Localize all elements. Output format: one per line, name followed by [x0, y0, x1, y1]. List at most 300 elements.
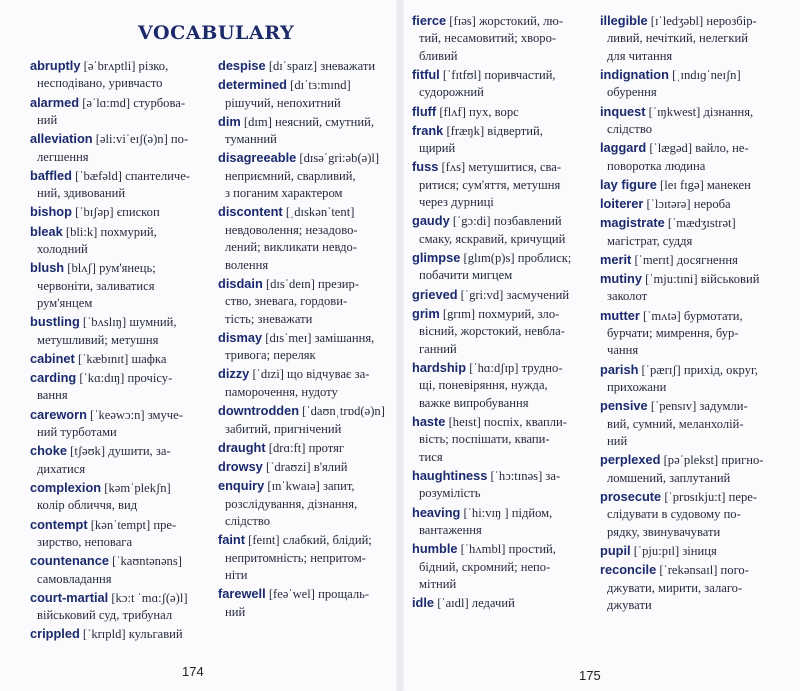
entry-continuation: волення	[225, 257, 269, 272]
vocab-entry	[30, 625, 210, 643]
entry-definition: [ˈrekənsaɪl] пого-	[656, 563, 749, 578]
entry-continuation: ство, зневага, гордови-	[225, 294, 348, 309]
entry-definition: [ˈmerɪt] досягнення	[631, 252, 738, 267]
headword: alleviation	[30, 131, 93, 147]
vocab-entry	[218, 203, 392, 274]
vocab-entry	[412, 359, 592, 412]
entry-first-line	[600, 195, 792, 213]
entry-continuation: слідство	[225, 513, 271, 528]
vocab-entry	[600, 488, 792, 541]
entry-definition: [ˈbæfəld] спантеличе-	[71, 168, 191, 183]
headword: prosecute	[600, 488, 662, 504]
entry-definition: [kəmˈplekʃn]	[101, 480, 171, 495]
entry-continuation: для читання	[607, 48, 673, 63]
entry-first-line	[30, 167, 210, 185]
entry-first-line	[30, 94, 210, 112]
entry-first-line	[412, 594, 592, 612]
entry-continuation: магістрат, суддя	[607, 233, 693, 248]
entry-continuation: обурення	[607, 85, 657, 100]
entry-definition: [ˈgɔ:di] позбавлений	[449, 214, 562, 229]
headword: perplexed	[600, 452, 661, 468]
headword: pensive	[600, 398, 648, 414]
headword: inquest	[600, 103, 646, 119]
entry-continuation: колір обличчя, вид	[37, 498, 138, 513]
headword: glimpse	[412, 250, 461, 266]
entry-first-line	[30, 625, 210, 643]
entry-continuation: вання	[37, 388, 68, 403]
entry-continuation: з поганим характером	[225, 186, 343, 201]
entry-first-line	[218, 113, 392, 131]
entry-definition: [ˈɪŋkwest] дізнання,	[645, 104, 754, 119]
entry-continuation: вантаження	[419, 522, 482, 537]
headword: reconcile	[600, 562, 657, 578]
entry-first-line	[30, 516, 210, 534]
entry-first-line	[600, 451, 792, 469]
vocab-entry	[30, 589, 210, 625]
left-page	[0, 0, 398, 691]
entry-continuation: холодний	[37, 242, 88, 257]
entry-first-line	[30, 259, 210, 277]
headword: fitful	[412, 67, 440, 83]
vocab-entry	[218, 113, 392, 149]
entry-continuation: ніти	[225, 567, 248, 582]
headword: grieved	[412, 286, 458, 302]
entry-first-line	[412, 305, 592, 323]
entry-definition: [ˈbɪʃəp] єпископ	[71, 205, 160, 220]
entry-continuation: рядку, звинувачувати	[607, 524, 721, 539]
entry-first-line	[412, 212, 592, 230]
headword: abruptly	[30, 58, 81, 73]
vocab-entry	[218, 585, 392, 621]
entry-definition: [ˈlægəd] вайло, не-	[646, 141, 749, 156]
entry-continuation: ломшений, заплутаний	[607, 470, 731, 485]
entry-definition: [ˈfɪtfʊl] поривчастий,	[439, 68, 556, 83]
vocab-entry	[30, 259, 210, 312]
headword: disdain	[218, 275, 263, 291]
entry-first-line	[30, 479, 210, 497]
entry-continuation: щі, поневіряння, нужда,	[419, 378, 548, 393]
vocab-column-1	[30, 57, 210, 645]
entry-definition: [ˈgri:vd] засмучений	[457, 287, 570, 302]
headword: downtrodden	[218, 403, 300, 419]
vocab-entry	[412, 467, 592, 503]
entry-definition: [ˈlɔɪtərə] нероба	[643, 197, 731, 212]
entry-definition: [drɑ:ft] протяг	[265, 440, 345, 455]
entry-continuation: щирий	[419, 141, 456, 156]
entry-first-line	[412, 359, 592, 377]
entry-definition: [ɪnˈkwaɪə] запит,	[264, 479, 355, 494]
headword: careworn	[30, 406, 87, 422]
entry-definition: [ˈmædʒɪstrət]	[664, 216, 736, 231]
entry-first-line	[412, 249, 592, 267]
vocab-entry	[412, 413, 592, 466]
entry-first-line	[218, 275, 392, 293]
entry-definition: [ˈkeəwɔ:n] змуче-	[86, 407, 183, 422]
headword: countenance	[30, 553, 109, 569]
vocab-entry	[30, 516, 210, 552]
page-title: VOCABULARY	[138, 22, 295, 44]
vocab-entry	[600, 176, 792, 194]
entry-definition: [blʌʃ] рум'янець;	[64, 261, 156, 276]
entry-definition: [dɪˈspaɪz] зневажати	[265, 59, 376, 73]
entry-first-line	[30, 223, 210, 241]
entry-definition: [feəˈwel] прощаль-	[265, 587, 370, 602]
entry-first-line	[218, 203, 392, 221]
headword: bustling	[30, 314, 80, 330]
entry-first-line	[600, 214, 792, 232]
vocab-entry	[600, 214, 792, 250]
vocab-entry	[30, 479, 210, 515]
entry-first-line	[600, 542, 792, 560]
headword: disagreeable	[218, 150, 297, 166]
vocab-entry	[218, 531, 392, 584]
entry-continuation: мітний	[419, 576, 457, 591]
entry-definition: [grɪm] похмурий, зло-	[439, 306, 560, 321]
entry-first-line	[412, 413, 592, 431]
headword: haughtiness	[412, 467, 488, 483]
entry-first-line	[412, 540, 592, 558]
entry-continuation: самовладання	[37, 571, 112, 586]
headword: parish	[600, 361, 639, 377]
entry-first-line	[412, 103, 592, 121]
headword: determined	[218, 77, 287, 93]
vocab-entry	[412, 66, 592, 102]
headword: enquiry	[218, 478, 265, 494]
vocab-entry	[600, 361, 792, 397]
entry-first-line	[218, 477, 392, 495]
vocab-entry	[412, 305, 592, 358]
headword: fluff	[412, 103, 437, 119]
headword: farewell	[218, 586, 266, 602]
entry-continuation: військовий суд, трибунал	[37, 608, 173, 623]
entry-definition: [ɪˈledʒəbl] нерозбір-	[647, 14, 757, 28]
entry-first-line	[218, 458, 392, 476]
headword: dim	[218, 113, 241, 129]
entry-continuation: бливий	[419, 48, 458, 63]
vocab-entry	[412, 286, 592, 304]
entry-definition: [ˈkæbɪnɪt] шафка	[74, 351, 167, 366]
vocab-entry	[218, 275, 392, 328]
headword: faint	[218, 532, 246, 548]
entry-first-line	[412, 467, 592, 485]
vocab-entry	[600, 397, 792, 450]
entry-continuation: ганний	[419, 341, 457, 356]
entry-definition: [ˌɪndɪɡˈneɪʃn]	[668, 68, 741, 83]
entry-definition: [ˈdɪzi] що відчуває за-	[249, 367, 370, 382]
entry-continuation: побачити мигцем	[419, 268, 513, 283]
entry-first-line	[218, 149, 392, 167]
entry-continuation: ритися; сум'яття, метушня	[419, 177, 561, 192]
entry-definition: [ˈpensɪv] задумли-	[647, 399, 748, 414]
entry-continuation: чання	[607, 343, 639, 358]
entry-first-line	[30, 350, 210, 368]
vocab-entry	[412, 122, 592, 158]
vocab-entry	[30, 552, 210, 588]
vocab-entry	[600, 270, 792, 306]
right-page	[402, 0, 800, 691]
entry-definition: [ˈmju:tɪni] військовий	[641, 272, 760, 287]
entry-continuation: слідувати в судовому по-	[607, 507, 741, 522]
entry-first-line	[600, 488, 792, 506]
entry-definition: [ˈpju:pɪl] зіниця	[630, 543, 717, 558]
vocab-entry	[30, 223, 210, 259]
headword: despise	[218, 58, 266, 73]
entry-first-line	[412, 286, 592, 304]
vocab-entry	[412, 12, 592, 65]
entry-continuation: смаку, яскравий, кричущий	[419, 231, 566, 246]
headword: bleak	[30, 223, 63, 239]
entry-continuation: червоніти, заливатися	[37, 278, 155, 293]
entry-definition: [ˈhʌmbl] простий,	[457, 542, 556, 557]
entry-continuation: прихожани	[607, 380, 667, 395]
headword: idle	[412, 595, 435, 611]
entry-continuation: несподівано, уривчасто	[37, 76, 163, 91]
entry-continuation: розумілість	[419, 486, 481, 501]
entry-first-line	[30, 203, 210, 221]
entry-definition: [bli:k] похмурий,	[62, 224, 157, 239]
headword: alarmed	[30, 94, 80, 110]
entry-first-line	[600, 66, 792, 84]
headword: choke	[30, 443, 67, 459]
entry-continuation: легшення	[37, 149, 89, 164]
vocab-entry	[218, 365, 392, 401]
vocab-entry	[30, 350, 210, 368]
entry-first-line	[30, 552, 210, 570]
vocab-entry	[412, 249, 592, 285]
entry-first-line	[218, 585, 392, 603]
entry-first-line	[600, 397, 792, 415]
entry-definition: [ˈhi:vɪŋ ] підйом,	[460, 505, 553, 520]
vocab-entry	[412, 158, 592, 211]
entry-continuation: вий, сумний, меланхолій-	[607, 416, 744, 431]
entry-continuation: зирство, неповага	[37, 534, 133, 549]
entry-definition: [ˈkrɪpld] кульгавий	[79, 627, 183, 642]
entry-continuation: тість; зневажати	[225, 311, 313, 326]
headword: draught	[218, 439, 266, 455]
headword: fierce	[412, 13, 447, 28]
entry-continuation: забитий, пригнічений	[225, 421, 342, 436]
vocab-entry	[218, 439, 392, 457]
entry-continuation: тися	[419, 449, 443, 464]
vocab-entry	[600, 103, 792, 139]
entry-first-line	[218, 531, 392, 549]
vocab-entry	[218, 76, 392, 112]
headword: grim	[412, 305, 440, 321]
entry-continuation: ний	[37, 113, 58, 128]
entry-first-line	[30, 406, 210, 424]
entry-continuation: розслідування, дізнання,	[225, 496, 358, 511]
vocab-entry	[30, 130, 210, 166]
headword: court-martial	[30, 589, 109, 605]
vocab-entry	[600, 561, 792, 614]
entry-continuation: рішучий, непохитний	[225, 95, 341, 110]
headword: baffled	[30, 167, 72, 183]
vocab-entry	[30, 94, 210, 130]
headword: bishop	[30, 204, 72, 220]
entry-definition: [ˈaɪdl] ледачий	[434, 596, 515, 611]
entry-definition: [glɪm(p)s] проблиск;	[460, 251, 572, 266]
entry-first-line	[30, 130, 210, 148]
entry-continuation: джувати, мирити, залаго-	[607, 580, 743, 595]
entry-definition: [flʌf] пух, ворс	[436, 104, 519, 119]
vocab-entry	[30, 167, 210, 203]
entry-first-line	[600, 251, 792, 269]
entry-definition: [ˈmʌtə] бурмотати,	[639, 308, 743, 323]
entry-continuation: тривога; переляк	[225, 348, 316, 363]
vocab-entry	[600, 451, 792, 487]
entry-definition: [dɪm] неясний, смутний,	[240, 114, 374, 129]
headword: loiterer	[600, 196, 644, 212]
entry-definition: [ˈhɑ:dʃɪp] трудно-	[466, 360, 563, 375]
entry-first-line	[600, 561, 792, 579]
vocab-entry	[218, 458, 392, 476]
headword: drowsy	[218, 458, 263, 474]
entry-continuation: судорожний	[419, 85, 484, 100]
entry-first-line	[412, 12, 592, 30]
entry-definition: [kɔ:t ˈmɑ:ʃ(ə)l]	[108, 590, 188, 605]
entry-definition: [əli:viˈeɪʃ(ə)n] по-	[92, 132, 189, 147]
vocab-entry	[600, 251, 792, 269]
entry-definition: [ˈkɑ:dɪŋ] прочісу-	[76, 371, 173, 386]
vocab-entry	[218, 149, 392, 202]
entry-first-line	[600, 176, 792, 194]
entry-first-line	[218, 365, 392, 383]
vocab-column-4	[600, 12, 792, 615]
entry-first-line	[600, 307, 792, 325]
headword: discontent	[218, 204, 283, 220]
vocab-entry	[600, 66, 792, 102]
vocab-entry	[218, 329, 392, 365]
entry-first-line	[412, 66, 592, 84]
entry-definition: [ˈdaʊnˌtrɒd(ə)n]	[299, 404, 385, 419]
entry-definition: [əˈbrʌptli] різко,	[80, 59, 169, 73]
headword: cabinet	[30, 350, 75, 366]
entry-definition: [ˈdraʊzi] в'ялий	[262, 459, 348, 474]
entry-definition: [fɪəs] жорстокий, лю-	[446, 14, 564, 28]
entry-definition: [ˈpærɪʃ] прихід, округ,	[638, 362, 758, 377]
entry-definition: [feɪnt] слабкий, блідий;	[245, 533, 372, 548]
entry-definition: [ˈprɒsɪkju:t] пере-	[661, 489, 758, 504]
vocab-column-2	[218, 57, 392, 622]
entry-continuation: джувати	[607, 597, 652, 612]
vocab-entry	[218, 477, 392, 530]
headword: fuss	[412, 159, 439, 175]
vocab-entry	[218, 57, 392, 75]
entry-definition: [fʌs] метушитися, сва-	[438, 160, 562, 175]
entry-continuation: ний	[225, 604, 246, 619]
vocab-entry	[412, 103, 592, 121]
vocab-entry	[30, 442, 210, 478]
entry-first-line	[600, 12, 792, 30]
vocab-entry	[412, 540, 592, 593]
vocab-entry	[218, 402, 392, 438]
vocab-entry	[600, 307, 792, 360]
headword: illegible	[600, 13, 648, 28]
entry-first-line	[412, 158, 592, 176]
vocab-entry	[30, 203, 210, 221]
entry-first-line	[30, 442, 210, 460]
entry-definition: [dɪˈtɜ:mɪnd]	[286, 78, 351, 93]
entry-continuation: через дурниці	[419, 195, 494, 210]
entry-first-line	[30, 369, 210, 387]
entry-continuation: вість; поспішати, квапи-	[419, 432, 550, 447]
entry-first-line	[218, 57, 392, 75]
entry-continuation: поворотка людина	[607, 158, 706, 173]
entry-definition: [kənˈtempt] пре-	[87, 517, 177, 532]
entry-definition: [ˈhɔ:tɪnəs] за-	[487, 468, 561, 483]
entry-continuation: заколот	[607, 289, 648, 304]
headword: magistrate	[600, 215, 665, 231]
vocab-entry	[600, 12, 792, 65]
entry-definition: [ˈkaʊntənəns]	[108, 554, 182, 569]
entry-continuation: ний турботами	[37, 425, 117, 440]
entry-continuation: неприємний, сварливий,	[225, 168, 356, 183]
entry-first-line	[218, 402, 392, 420]
entry-first-line	[600, 270, 792, 288]
vocab-entry	[30, 313, 210, 349]
entry-continuation: паморочення, нудоту	[225, 384, 338, 399]
entry-continuation: бурчати; мимрення, бур-	[607, 326, 739, 341]
entry-continuation: бідний, скромний; непо-	[419, 559, 551, 574]
vocab-entry	[412, 212, 592, 248]
entry-continuation: ний, здивований	[37, 186, 126, 201]
entry-continuation: рум'янцем	[37, 296, 93, 311]
entry-definition: [heɪst] поспіх, квапли-	[445, 414, 567, 429]
page-number-left: 174	[182, 664, 204, 679]
entry-continuation: важке випробування	[419, 395, 529, 410]
entry-continuation: метушливий; метушня	[37, 332, 159, 347]
headword: complexion	[30, 479, 102, 495]
headword: indignation	[600, 67, 669, 83]
entry-first-line	[30, 313, 210, 331]
headword: merit	[600, 251, 632, 267]
entry-definition: [əˈlɑ:md] стурбова-	[79, 95, 186, 110]
entry-continuation: туманний	[225, 132, 277, 147]
entry-definition: [dɪsˈmeɪ] замішання,	[262, 330, 375, 345]
headword: contempt	[30, 516, 88, 532]
headword: haste	[412, 413, 446, 429]
entry-continuation: ливий, нечіткий, нелегкий	[607, 31, 748, 46]
entry-continuation: тий, несамовитий; хворо-	[419, 31, 557, 46]
vocab-entry	[600, 195, 792, 213]
headword: pupil	[600, 542, 631, 558]
headword: gaudy	[412, 213, 450, 229]
page-number-right: 175	[579, 668, 601, 683]
headword: mutter	[600, 307, 640, 323]
vocab-entry	[412, 594, 592, 612]
entry-definition: [dɪsəˈgri:əb(ə)l]	[296, 151, 380, 166]
entry-definition: [ˈbʌslɪŋ] шумний,	[79, 315, 177, 330]
headword: heaving	[412, 504, 461, 520]
vocab-entry	[600, 542, 792, 560]
entry-definition: [dɪsˈdeɪn] презир-	[262, 276, 360, 291]
vocab-entry	[30, 369, 210, 405]
entry-first-line	[600, 139, 792, 157]
entry-continuation: ний	[607, 434, 628, 449]
vocab-entry	[600, 139, 792, 175]
vocab-entry	[30, 57, 210, 93]
entry-first-line	[412, 122, 592, 140]
entry-first-line	[412, 504, 592, 522]
vocab-column-3	[412, 12, 592, 613]
entry-definition: [leɪ fɪgə] манекен	[656, 177, 751, 192]
entry-first-line	[30, 57, 210, 75]
entry-first-line	[600, 361, 792, 379]
entry-definition: [fræŋk] відвертий,	[443, 123, 543, 138]
entry-first-line	[600, 103, 792, 121]
entry-continuation: слідство	[607, 122, 653, 137]
headword: laggard	[600, 140, 647, 156]
